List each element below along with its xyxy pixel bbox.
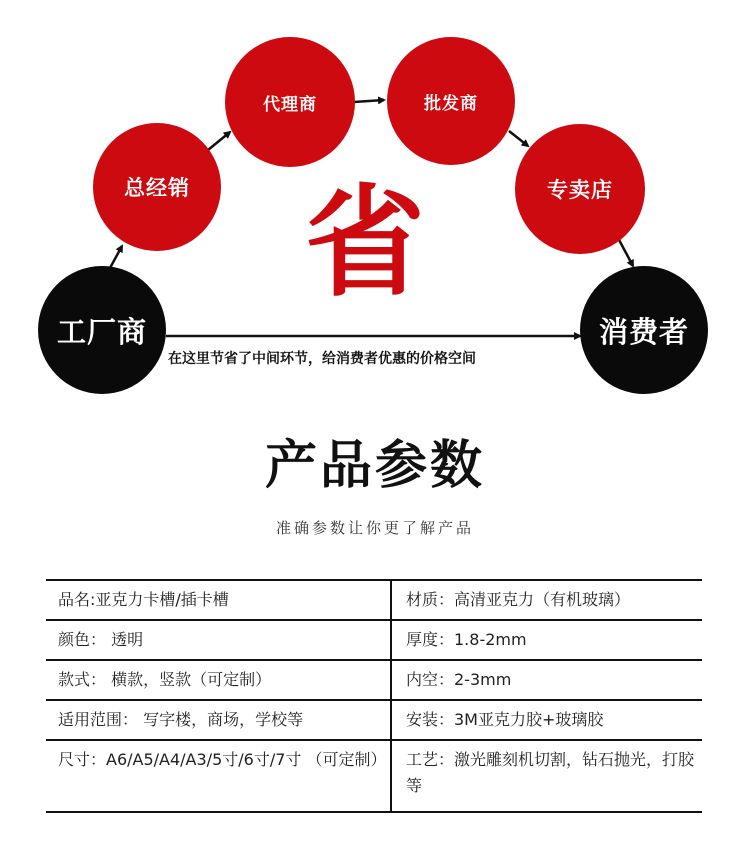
store-circle [515,124,645,254]
param-thickness: 厚度：1.8-2mm [406,630,527,649]
params-table [46,579,702,813]
params-row-style [46,661,702,701]
agent-label: 代理商 [263,94,317,115]
agent-circle [225,37,355,167]
arrow-distributor-to-agent [208,132,230,150]
section-title: 产品参数 [264,436,485,496]
savings-caption: 在这里节省了中间环节，给消费者优惠的价格空间 [168,351,476,367]
arrow-wholesaler-to-store [509,131,528,146]
param-material: 材质：高清亚克力（有机玻璃） [406,590,631,609]
general-distributor-label: 总经销 [124,176,190,200]
param-product-name: 品名:亚克力卡槽/插卡槽 [46,581,392,619]
params-row-size [46,741,702,811]
params-row-usage [46,701,702,741]
param-installation: 安装：3M亚克力胶+玻璃胶 [406,710,604,729]
wholesaler-label: 批发商 [424,93,478,114]
general-distributor-circle [93,123,221,251]
arrow-agent-to-wholesaler [354,100,384,102]
param-style: 款式： 横款，竖款（可定制） [46,661,392,699]
section-subtitle: 准确参数让你更了解产品 [275,519,474,537]
factory-label: 工厂商 [56,314,147,349]
param-usage: 适用范围： 写字楼，商场，学校等 [46,701,392,739]
save-character: 省 [305,174,425,313]
consumer-label: 消费者 [598,314,689,349]
arrow-store-to-consumer [618,238,633,266]
params-row-color [46,621,702,661]
param-inner-space: 内空：2-3mm [406,670,512,689]
param-color: 颜色： 透明 [46,621,392,659]
factory-circle [38,266,166,394]
store-label: 专卖店 [547,178,613,202]
param-process: 工艺：激光雕刻机切割，钻石抛光，打胶等 [406,750,695,795]
params-row-name [46,581,702,621]
param-size: 尺寸：A6/A5/A4/A3/5寸/6寸/7寸 （可定制） [46,741,392,811]
wholesaler-circle [387,37,515,165]
arrow-factory-to-distributor [110,246,122,268]
consumer-circle [580,266,708,394]
